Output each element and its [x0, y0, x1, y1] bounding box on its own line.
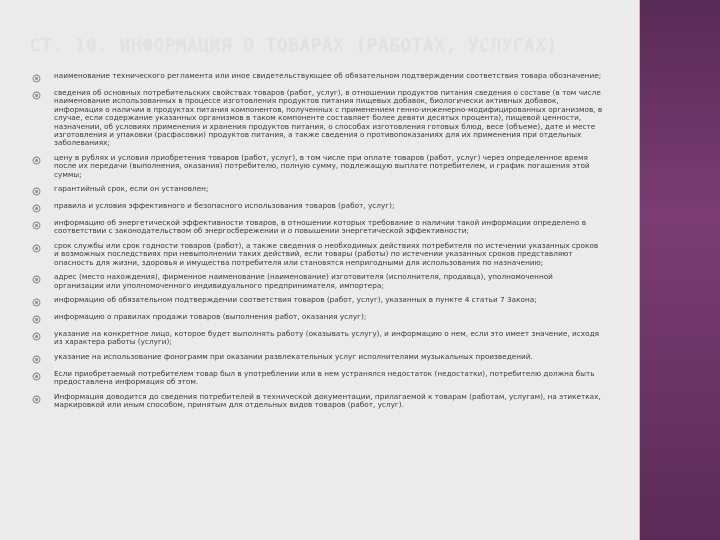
bullet-icon — [32, 89, 54, 100]
list-item — [32, 89, 604, 148]
list-item — [32, 296, 604, 307]
list-item-text: сведения об основных потребительских свойствах товаров (работ, услуг), в отношении продуктов питания сведения о составе (в том числе наименование использованных в процессе изготовления продуктов питания пищевых добавок, биологически активных добавок, информация о наличии в продуктах питания компонентов, полученных с применением генно-инженерно-модифицированных организмов, в случае, если содержание указанных организмов в таком компоненте составляет более девяти десятых процента), пищевой ценности, назначении, об условиях применения и хранения продуктов питания, о способах изготовления готовых блюд, весе (объеме), дате и месте изготовления и упаковки (расфасовки) продуктов питания, а также сведения о противопоказаниях для их применения при отдельных заболеваниях; — [54, 88, 603, 148]
list-item-text: указание на конкретное лицо, которое будет выполнять работу (оказывать услугу), и информацию о нем, если это имеет значение, исходя из характера работы (услуги); — [54, 328, 600, 347]
list-item-text: наименование технического регламента или иное свидетельствующее об обязательном подтверждении соответствия товара обозначение; — [54, 71, 602, 80]
list-item — [32, 242, 604, 267]
decorative-sidebar — [640, 0, 720, 540]
list-item — [32, 154, 604, 179]
bullet-icon — [32, 185, 54, 196]
list-item-text: указание на использование фонограмм при оказании развлекательных услуг исполнителями музыкальных произведений. — [54, 351, 533, 361]
list-item-text: информацию об обязательном подтверждении соответствия товаров (работ, услуг), указанных в пункте 4 статьи 7 Закона; — [54, 294, 537, 304]
bullet-icon — [32, 154, 54, 165]
bullet-icon — [32, 242, 54, 253]
bullet-icon — [32, 330, 54, 341]
list-item-text: Информация доводится до сведения потребителей в технической документации, прилагаемой к товарам (работам, услугам), на этикетках, маркировкой или иным способом, принятым для отдельных видов товаров (работ, услуг). — [54, 391, 601, 409]
bullet-icon — [32, 370, 54, 381]
list-item — [32, 330, 604, 347]
bullet-icon — [32, 393, 54, 404]
bullet-icon — [32, 273, 54, 284]
list-item-text: срок службы или срок годности товаров (работ), а также сведения о необходимых действиях потребителя по истечении указанных сроков и возможных последствиях при невыполнении таких действий, если товары (работы) по истечении указанных сроков представляют опасность для жизни, здоровья и имущества потребителя или становятся непригодными для использования по назначению; — [54, 240, 599, 267]
list-item-text: правила и условия эффективного и безопасного использования товаров (работ, услуг); — [54, 201, 395, 211]
list-item — [32, 273, 604, 290]
list-item — [32, 370, 604, 387]
bullet-icon — [32, 219, 54, 230]
list-item-text: гарантийный срок, если он установлен; — [54, 184, 209, 194]
list-item-text: Если приобретаемый потребителем товар был в употреблении или в нем устранялся недостаток (недостатки), потребителю должна быть предоставлена информация об этом. — [54, 368, 595, 387]
list-item — [32, 72, 604, 83]
list-item — [32, 393, 604, 410]
bullet-icon — [32, 202, 54, 213]
list-item-text: информацию об энергетической эффективности товаров, в отношении которых требование о наличии такой информации определено в соответствии с законодательством об энергосбережении и о повышении энергетической эффективности; — [54, 218, 587, 236]
bullet-list — [32, 72, 604, 415]
bullet-icon — [32, 353, 54, 364]
list-item — [32, 219, 604, 236]
bullet-icon — [32, 72, 54, 83]
slide-title: СТ. 10. ИНФОРМАЦИЯ О ТОВАРАХ (РАБОТАХ, УСЛУГАХ) — [30, 36, 559, 56]
list-item — [32, 353, 604, 364]
list-item — [32, 313, 604, 324]
list-item-text: адрес (место нахождения), фирменное наименование (наименование) изготовителя (исполнителя, продавца), уполномоченной организации или уполномоченного индивидуального предпринимателя, импортера; — [54, 272, 553, 290]
list-item-text: информацию о правилах продажи товаров (выполнения работ, оказания услуг); — [54, 311, 367, 321]
list-item — [32, 185, 604, 196]
list-item-text: цену в рублях и условия приобретения товаров (работ, услуг), в том числе при оплате товаров (работ, услуг) через определенное время после их передачи (выполнения, оказания) потребителю, полную сумму, подлежащую выплате потребителем, и график погашения этой суммы; — [54, 152, 590, 179]
bullet-icon — [32, 313, 54, 324]
list-item — [32, 202, 604, 213]
bullet-icon — [32, 296, 54, 307]
